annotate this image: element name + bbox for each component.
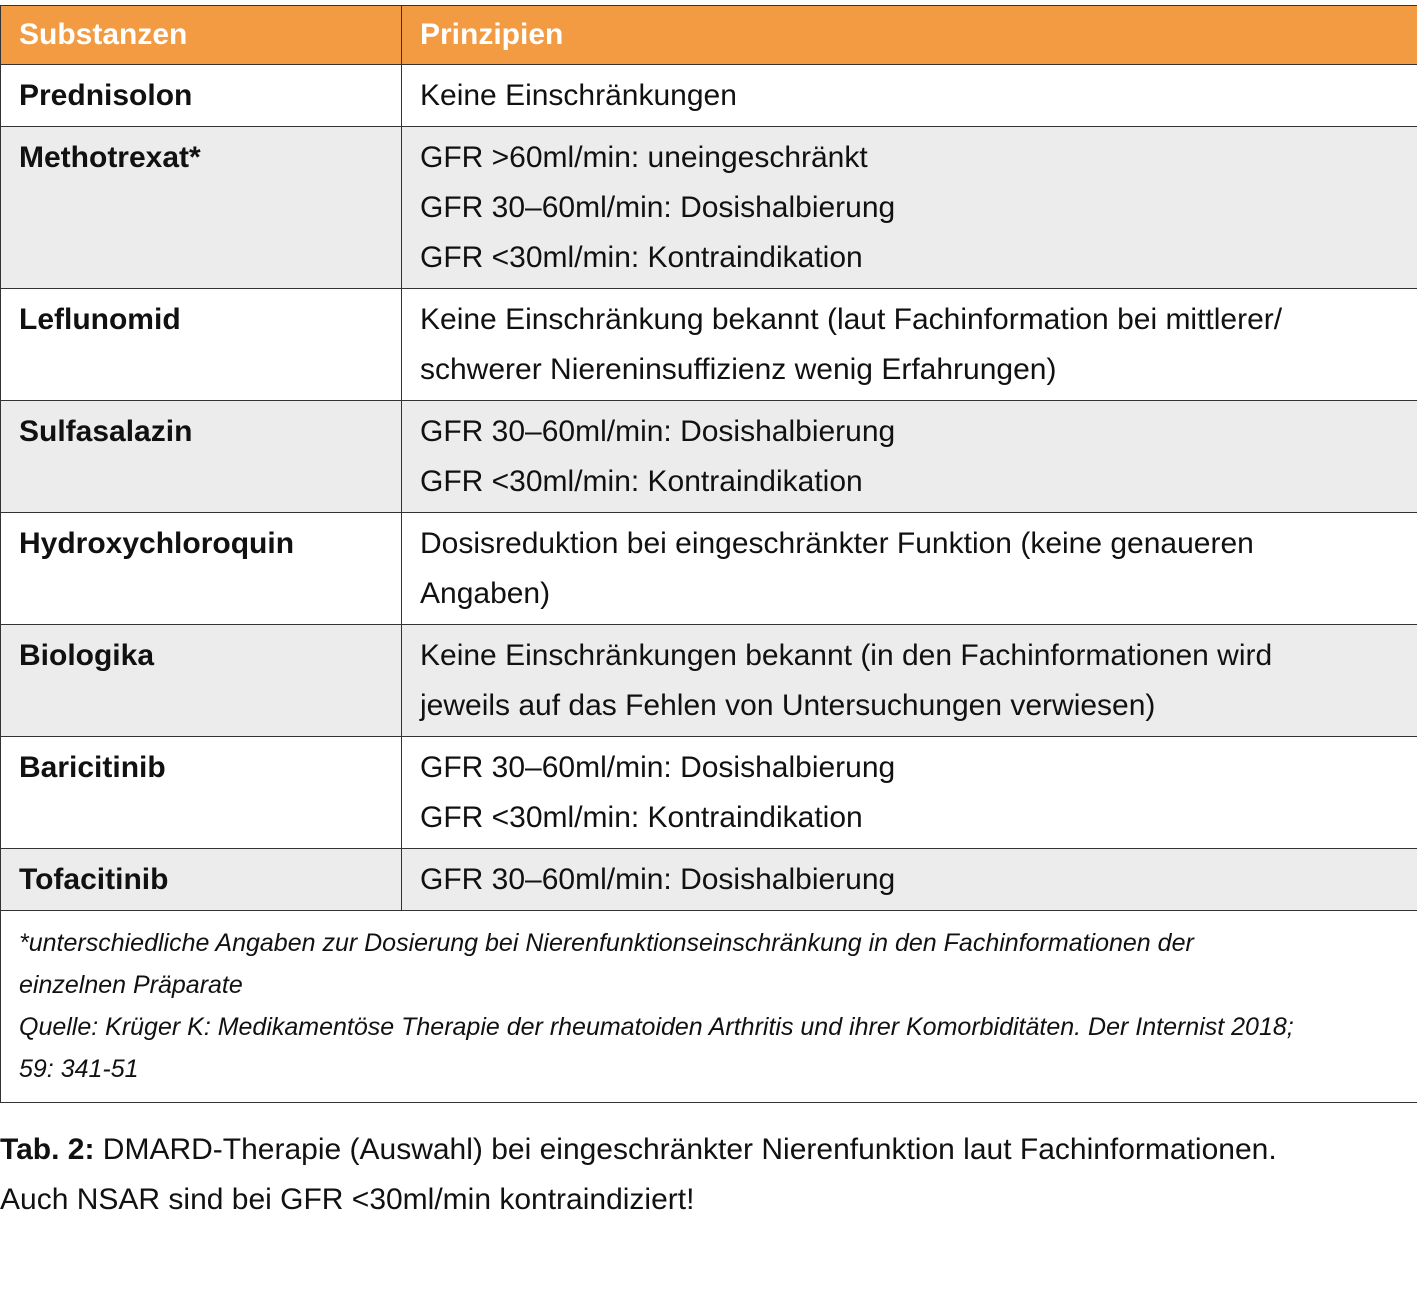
substance-cell: Hydroxychloroquin: [1, 513, 402, 625]
principle-line: Keine Einschränkung bekannt (laut Fachinformation bei mittlerer/: [420, 303, 1283, 336]
principle-line: GFR <30ml/min: Kontraindikation: [420, 465, 863, 498]
principles-cell: [402, 289, 1417, 401]
footnote-line: *unterschiedliche Angaben zur Dosierung bei Nierenfunktionseinschränkung in den Fachinformationen der: [19, 929, 1194, 957]
principles-cell: [402, 513, 1417, 625]
principles-cell: [402, 127, 1417, 289]
header-prinzipien: Prinzipien: [402, 6, 1417, 65]
table-header-row: [1, 6, 1417, 65]
table-row: [1, 737, 1417, 849]
footnote-line: Quelle: Krüger K: Medikamentöse Therapie der rheumatoiden Arthritis und ihrer Komorbiditäten. Der Internist 2018;: [19, 1013, 1294, 1041]
footnote-line: 59: 341-51: [19, 1055, 139, 1083]
principle-line: Keine Einschränkungen bekannt (in den Fachinformationen wird: [420, 639, 1273, 672]
table-row: [1, 289, 1417, 401]
principle-line: schwerer Niereninsuffizienz wenig Erfahrungen): [420, 353, 1057, 386]
table-row: [1, 625, 1417, 737]
principle-line: GFR <30ml/min: Kontraindikation: [420, 241, 863, 274]
footnote-row: [1, 911, 1417, 1103]
caption-text: DMARD-Therapie (Auswahl) bei eingeschränkter Nierenfunktion laut Fachinformationen.: [94, 1133, 1277, 1166]
substance-cell: Leflunomid: [1, 289, 402, 401]
principles-cell: [402, 849, 1417, 911]
dmard-table: [0, 5, 1417, 1103]
table-row: [1, 65, 1417, 127]
substance-cell: Sulfasalazin: [1, 401, 402, 513]
principle-line: GFR 30–60ml/min: Dosishalbierung: [420, 751, 896, 784]
table-row: [1, 127, 1417, 289]
table-row: [1, 401, 1417, 513]
substance-cell: Tofacitinib: [1, 849, 402, 911]
principle-line: GFR 30–60ml/min: Dosishalbierung: [420, 863, 896, 896]
principles-cell: [402, 737, 1417, 849]
principle-line: GFR <30ml/min: Kontraindikation: [420, 801, 863, 834]
substance-cell: Methotrexat*: [1, 127, 402, 289]
principle-line: GFR >60ml/min: uneingeschränkt: [420, 141, 868, 174]
caption-line-1: [0, 1125, 1417, 1175]
principle-line: Keine Einschränkungen: [420, 79, 737, 112]
principles-cell: [402, 401, 1417, 513]
principle-line: GFR 30–60ml/min: Dosishalbierung: [420, 415, 896, 448]
principle-line: jeweils auf das Fehlen von Untersuchungen verwiesen): [420, 689, 1156, 722]
dmard-table-container: [0, 5, 1417, 1103]
substance-cell: Prednisolon: [1, 65, 402, 127]
footnote-line: einzelnen Präparate: [19, 971, 243, 999]
footnote-cell: [1, 911, 1417, 1103]
principle-line: GFR 30–60ml/min: Dosishalbierung: [420, 191, 896, 224]
table-row: [1, 849, 1417, 911]
table-caption: [0, 1125, 1417, 1225]
caption-line-2: Auch NSAR sind bei GFR <30ml/min kontraindiziert!: [0, 1183, 695, 1216]
principle-line: Angaben): [420, 577, 551, 610]
substance-cell: Biologika: [1, 625, 402, 737]
substance-cell: Baricitinib: [1, 737, 402, 849]
header-substanzen: Substanzen: [1, 6, 402, 65]
principles-cell: [402, 65, 1417, 127]
principles-cell: [402, 625, 1417, 737]
principle-line: Dosisreduktion bei eingeschränkter Funktion (keine genaueren: [420, 527, 1254, 560]
caption-label: Tab. 2:: [0, 1133, 95, 1166]
table-row: [1, 513, 1417, 625]
